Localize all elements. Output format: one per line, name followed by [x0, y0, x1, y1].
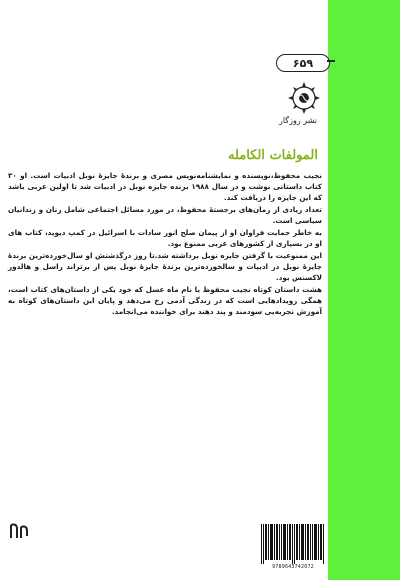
- publisher-logo-icon: [284, 78, 324, 118]
- publisher-mark-icon: [8, 520, 30, 542]
- green-spine-band: [328, 0, 400, 580]
- barcode-icon: [261, 524, 325, 564]
- book-title: المولفات الکامله: [227, 148, 318, 163]
- isbn-number: 9789643742072: [272, 564, 314, 570]
- synopsis-paragraph: به خاطر حمایت فراوان او از پیمان صلح انور سادات با اسرائیل در کمپ دیوید، کتاب های او در بسیاری از کشورهای عربی ممنوع بود.: [8, 228, 322, 248]
- synopsis-paragraph: هشت داستان کوتاه نجیب محفوظ با نام ماه عسل که خود یکی از داستان‌های کتاب است، همگی رویدادهایی است که در زندگی آدمی رخ می‌دهد و پایان این داستان‌های کوتاه به آموزش تجربه‌یی سودمند و پند دهند برای خواننده می‌انجامد.: [8, 285, 322, 316]
- badge-tab: [327, 60, 335, 62]
- series-number-badge: [276, 54, 330, 72]
- synopsis-paragraph: نجیب محفوظ،نویسنده و نمایشنامه‌نویس مصری و برندهٔ جایزهٔ نوبل ادبیات است. او ۳۰ کتاب داستانی نوشت و در سال ۱۹۸۸ برنده جایزه نوبل در ادبیات شد تا اولین عربی باشد که این جایزه را دریافت کند.: [8, 171, 322, 202]
- barcode-block: [258, 522, 328, 574]
- publisher-name: نشر روزگار: [278, 116, 318, 125]
- synopsis-paragraph: این ممنوعیت با گرفتن جایزه نوبل برداشته شد.تا روز درگذشتش او سال‌خورده‌ترین برندهٔ جایزهٔ نوبل در ادبیات و سالخورده‌ترین برندهٔ جایزهٔ نوبل پس از برتراند راسل و هالدور لاکسنس بود.: [8, 251, 322, 282]
- synopsis-text: [8, 170, 322, 317]
- series-number: ۶۵۹: [292, 56, 314, 70]
- synopsis-paragraph: تعداد زیادی از رمان‌های برجستهٔ محفوظ، در مورد مسائل اجتماعی شامل زنان و زندانیان سیاسی است.: [8, 205, 322, 225]
